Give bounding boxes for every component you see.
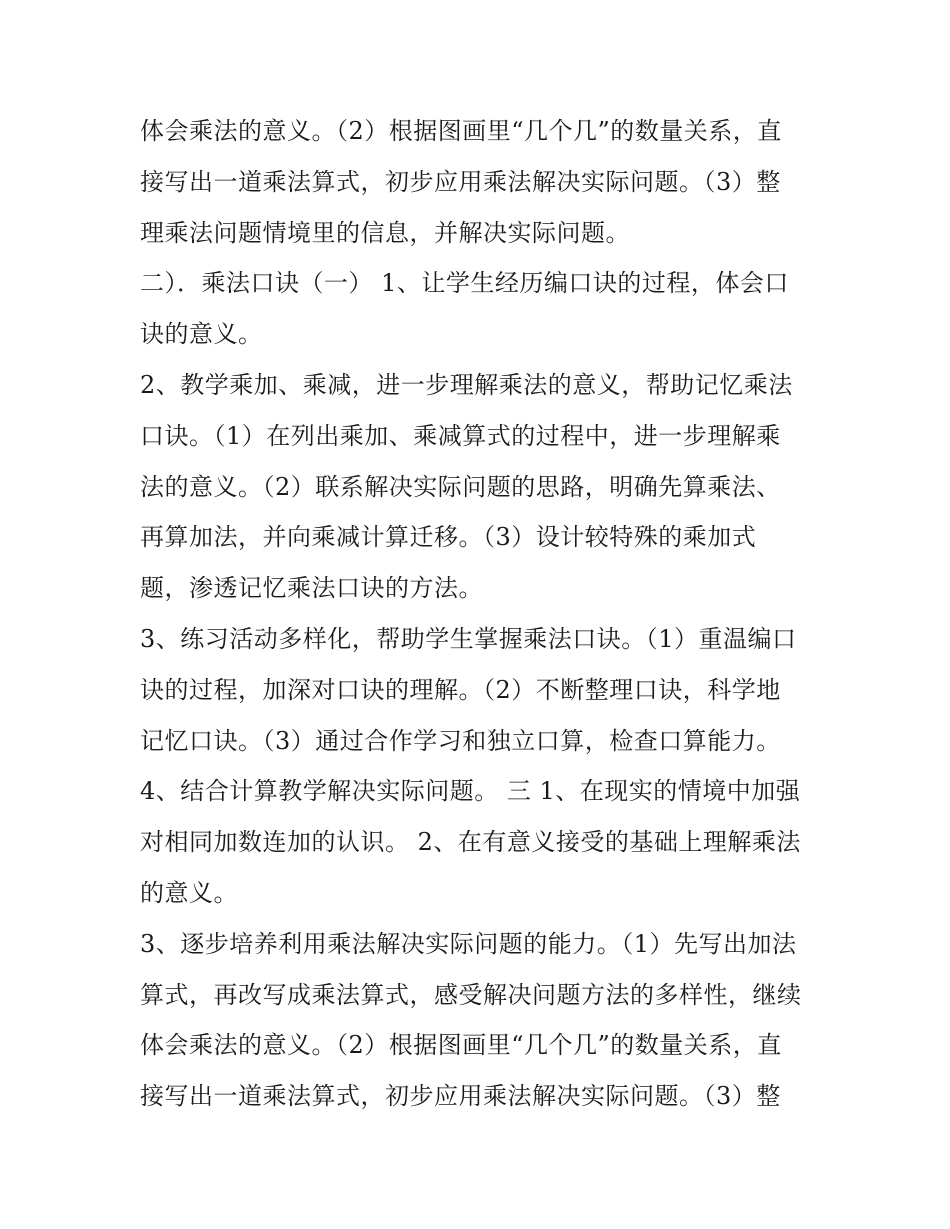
text-line: 题，渗透记忆乘法口诀的方法。	[140, 574, 483, 603]
document-body	[140, 106, 820, 1122]
text-line: 3、逐步培养利用乘法解决实际问题的能力。（1）先写出加法	[140, 929, 797, 958]
paragraph-item-2-multiply-add	[140, 360, 820, 614]
text-line: 理乘法问题情境里的信息，并解决实际问题。	[140, 218, 630, 247]
text-line: 记忆口诀。（3）通过合作学习和独立口算，检查口算能力。	[140, 726, 781, 755]
text-line: 体会乘法的意义。（2）根据图画里“几个几”的数量关系，直	[140, 1031, 782, 1060]
text-line: 再算加法，并向乘减计算迁移。（3）设计较特殊的乘加式	[140, 523, 757, 552]
text-line: 2、教学乘加、乘减，进一步理解乘法的意义，帮助记忆乘法	[140, 370, 793, 399]
text-line: 诀的意义。	[140, 320, 263, 349]
paragraph-item-4-problem-solving	[140, 766, 820, 918]
paragraph-item-3-ability	[140, 919, 820, 1122]
text-line: 诀的过程，加深对口诀的理解。（2）不断整理口诀，科学地	[140, 675, 781, 704]
paragraph-multiplication-meaning-continued	[140, 106, 820, 258]
paragraph-multiplication-rhyme-one	[140, 258, 820, 360]
text-line: 算式，再改写成乘法算式，感受解决问题方法的多样性，继续	[140, 980, 802, 1009]
text-line: 4、结合计算教学解决实际问题。 三 1、在现实的情境中加强	[140, 777, 801, 806]
text-line: 的意义。	[140, 878, 238, 907]
text-line: 接写出一道乘法算式，初步应用乘法解决实际问题。（3）整	[140, 167, 781, 196]
text-line: 口诀。（1）在列出乘加、乘减算式的过程中，进一步理解乘	[140, 421, 781, 450]
text-line: 接写出一道乘法算式，初步应用乘法解决实际问题。（3）整	[140, 1082, 781, 1111]
text-line: 体会乘法的意义。（2）根据图画里“几个几”的数量关系，直	[140, 117, 782, 145]
text-line: 二）．乘法口诀（一） 1、让学生经历编口诀的过程，体会口	[140, 269, 789, 298]
text-line: 3、练习活动多样化，帮助学生掌握乘法口诀。（1）重温编口	[140, 624, 797, 653]
paragraph-item-3-practice	[140, 614, 820, 766]
text-line: 对相同加数连加的认识。 2、在有意义接受的基础上理解乘法	[140, 828, 801, 857]
text-line: 法的意义。（2）联系解决实际问题的思路，明确先算乘法、	[140, 472, 781, 501]
